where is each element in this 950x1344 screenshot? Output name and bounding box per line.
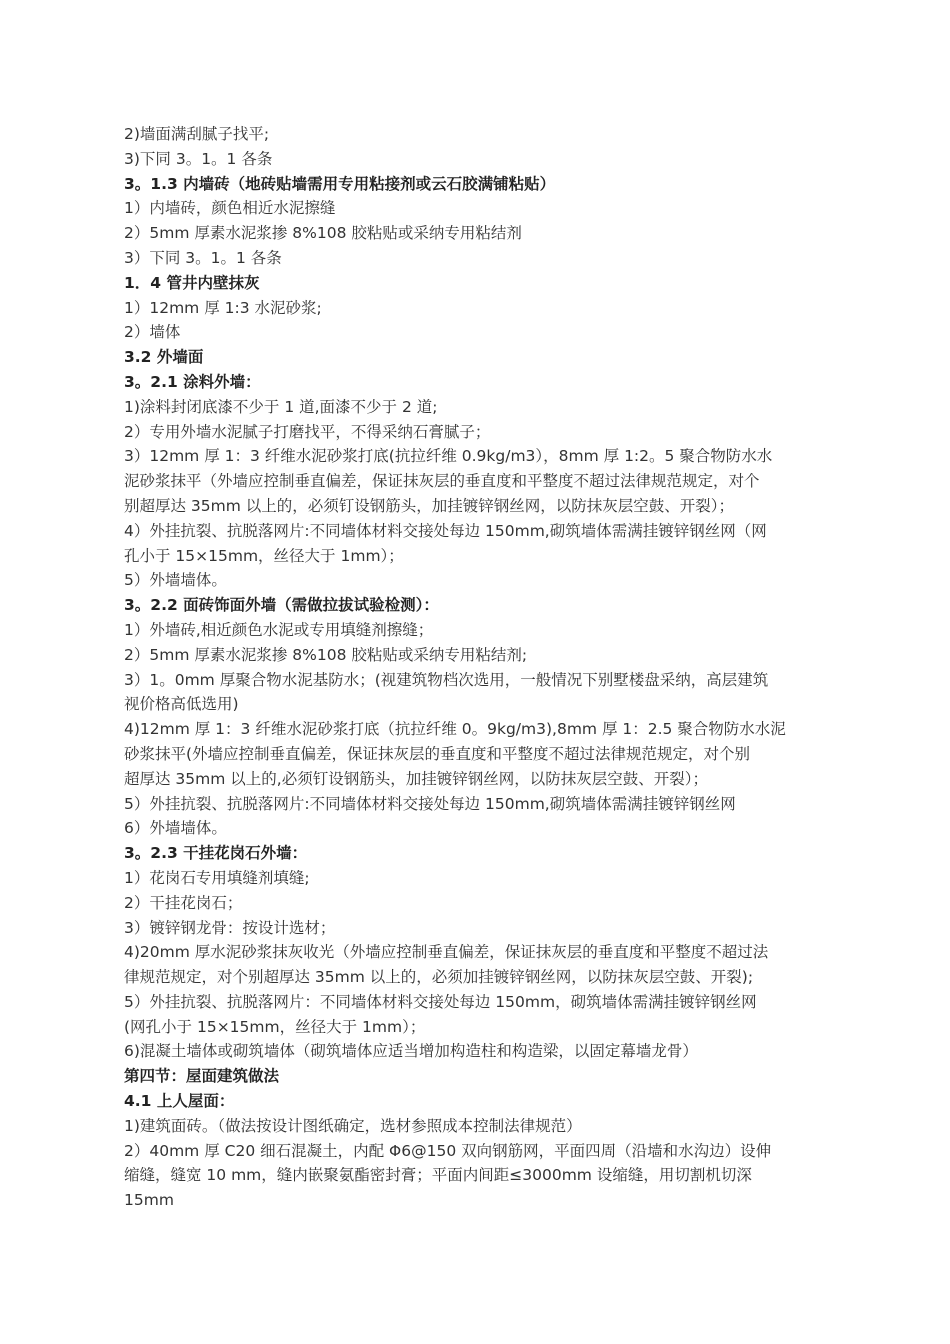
text-line: 1）花岗石专用填缝剂填缝; — [124, 868, 310, 887]
text-line: 1)建筑面砖。（做法按设计图纸确定，选材参照成本控制法律规范） — [124, 1116, 582, 1135]
section-heading: 3。2.3 干挂花岗石外墙： — [124, 844, 308, 863]
text-line: 2)墙面满刮腻子找平; — [124, 125, 270, 143]
text-line: 别超厚达 35mm 以上的，必须钉设钢筋头，加挂镀锌钢丝网，以防抹灰层空鼓、开裂）； — [124, 496, 735, 515]
text-line: 2）干挂花岗石； — [124, 893, 243, 912]
section-heading: 1．4 管井内壁抹灰 — [124, 273, 260, 292]
text-line: 2）5mm 厚素水泥浆掺 8%108 胶粘贴或采纳专用粘结剂 — [124, 224, 522, 243]
section-heading: 3。2.2 面砖饰面外墙（需做拉拔试验检测）： — [124, 596, 439, 615]
text-line: 5）外墙墙体。 — [124, 571, 227, 590]
text-line: 缩缝，缝宽 10 mm，缝内嵌聚氨酯密封膏；平面内间距≤3000mm 设缩缝，用切割机切深 — [124, 1166, 752, 1185]
text-line: 4）外挂抗裂、抗脱落网片:不同墙体材料交接处每边 150mm,砌筑墙体需满挂镀锌钢丝网（网 — [124, 521, 767, 540]
text-line: 5）外挂抗裂、抗脱落网片:不同墙体材料交接处每边 150mm,砌筑墙体需满挂镀锌钢丝网 — [124, 794, 736, 813]
section-heading: 3。1.3 内墙砖（地砖贴墙需用专用粘接剂或云石胶满铺粘贴） — [124, 174, 556, 193]
text-line: 1)涂料封闭底漆不少于 1 道,面漆不少于 2 道; — [124, 397, 438, 416]
text-line: 4)20mm 厚水泥砂浆抹灰收光（外墙应控制垂直偏差，保证抹灰层的垂直度和平整度不超过法 — [124, 943, 769, 962]
text-line: 1）12mm 厚 1:3 水泥砂浆; — [124, 298, 322, 317]
text-line: 3)下同 3。1。1 各条 — [124, 149, 273, 168]
section-heading: 4.1 上人屋面： — [124, 1092, 235, 1111]
section-heading: 3.2 外墙面 — [124, 348, 204, 367]
text-line: 5）外挂抗裂、抗脱落网片：不同墙体材料交接处每边 150mm，砌筑墙体需满挂镀锌钢丝网 — [124, 992, 757, 1011]
text-line: 超厚达 35mm 以上的,必须钉设钢筋头，加挂镀锌钢丝网，以防抹灰层空鼓、开裂）； — [124, 769, 708, 788]
text-line: 泥砂浆抹平（外墙应控制垂直偏差，保证抹灰层的垂直度和平整度不超过法律规范规定，对个 — [124, 472, 760, 491]
text-line: 2）40mm 厚 C20 细石混凝土，内配 Φ6@150 双向钢筋网，平面四周（沿墙和水沟边）设伸 — [124, 1141, 772, 1160]
text-line: 砂浆抹平(外墙应控制垂直偏差，保证抹灰层的垂直度和平整度不超过法律规范规定，对个别 — [124, 744, 751, 763]
text-line: 4)12mm 厚 1：3 纤维水泥砂浆打底（抗拉纤维 0。9kg/m3),8mm 厚 1：2.5 聚合物防水水泥 — [124, 720, 786, 739]
text-line: 15mm — [124, 1191, 174, 1210]
document-body — [124, 122, 854, 1213]
text-line: 2）墙体 — [124, 323, 181, 342]
text-line: 1）外墙砖,相近颜色水泥或专用填缝剂擦缝； — [124, 620, 434, 639]
text-line: 律规范规定，对个别超厚达 35mm 以上的，必须加挂镀锌钢丝网，以防抹灰层空鼓、开裂); — [124, 968, 754, 987]
text-line: 3）12mm 厚 1：3 纤维水泥砂浆打底(抗拉纤维 0.9kg/m3），8mm 厚 1:2。5 聚合物防水水 — [124, 447, 773, 466]
text-line: 3）1。0mm 厚聚合物水泥基防水；(视建筑物档次选用，一般情况下别墅楼盘采纳，高层建筑 — [124, 670, 769, 689]
text-line: 视价格高低选用) — [124, 695, 239, 714]
text-line: 孔小于 15×15mm，丝径大于 1mm）； — [124, 546, 404, 565]
text-line: 6）外墙墙体。 — [124, 819, 227, 838]
text-line: 3）镀锌钢龙骨：按设计选材； — [124, 918, 336, 937]
text-line: 1）内墙砖，颜色相近水泥擦缝 — [124, 199, 336, 218]
text-line: (网孔小于 15×15mm，丝径大于 1mm）； — [124, 1017, 426, 1036]
section-heading: 第四节：屋面建筑做法 — [124, 1067, 280, 1086]
section-heading: 3。2.1 涂料外墙： — [124, 372, 261, 391]
text-line: 2）5mm 厚素水泥浆掺 8%108 胶粘贴或采纳专用粘结剂; — [124, 645, 528, 664]
text-line: 2）专用外墙水泥腻子打磨找平，不得采纳石膏腻子； — [124, 422, 491, 441]
text-line: 6)混凝土墙体或砌筑墙体（砌筑墙体应适当增加构造柱和构造梁，以固定幕墙龙骨） — [124, 1042, 698, 1061]
text-line: 3）下同 3。1。1 各条 — [124, 248, 282, 267]
